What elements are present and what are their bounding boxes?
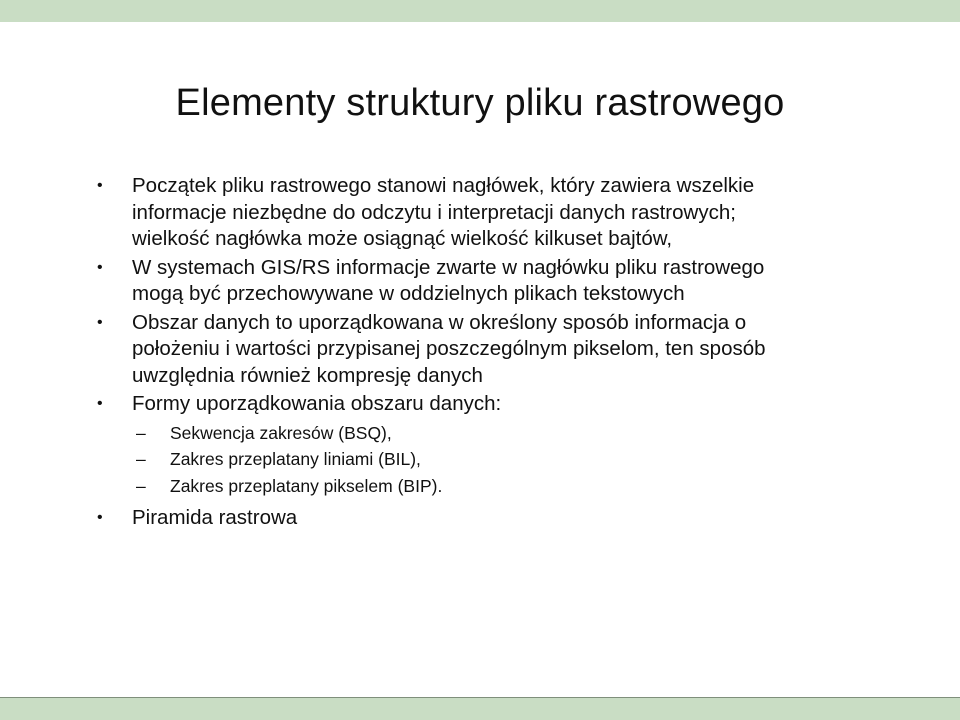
- bullet-dot-icon: •: [97, 313, 103, 331]
- bullet-line: informacje niezbędne do odczytu i interpretacji danych rastrowych;: [132, 200, 736, 224]
- top-band: [0, 0, 960, 22]
- bullet-line: wielkość nagłówka może osiągnąć wielkość kilkuset bajtów,: [132, 227, 673, 250]
- bullet-line: mogą być przechowywane w oddzielnych plikach tekstowych: [132, 282, 685, 305]
- sub-item-label: Zakres przeplatany liniami (BIL),: [170, 449, 421, 469]
- bullet-dot-icon: •: [97, 395, 103, 412]
- bullet-dot-icon: •: [97, 509, 103, 526]
- sub-item-bil: [94, 446, 854, 473]
- bullet-line: Formy uporządkowania obszaru danych:: [132, 392, 502, 415]
- bullet-line: uwzględnia również kompresję danych: [132, 363, 483, 387]
- slide-title: Elementy struktury pliku rastrowego: [175, 82, 785, 124]
- bullet-line: Piramida rastrowa: [132, 506, 298, 529]
- bullet-line: Obszar danych to uporządkowana w określony sposób informacja o: [132, 310, 747, 334]
- bullet-item-pyramid: [94, 505, 854, 532]
- sub-item-bsq: [94, 420, 854, 447]
- bullet-dot-icon: •: [97, 177, 103, 194]
- bottom-band: [0, 697, 960, 720]
- sub-item-bip: [94, 473, 854, 500]
- bullet-line: W systemach GIS/RS informacje zwarte w nagłówku pliku rastrowego: [132, 255, 765, 279]
- dash-icon: –: [136, 475, 146, 496]
- dash-icon: –: [136, 449, 146, 469]
- bullet-item-gis-rs: [94, 255, 854, 308]
- bullet-item-header: [94, 173, 854, 253]
- bullet-line: Początek pliku rastrowego stanowi nagłówek, który zawiera wszelkie: [132, 174, 755, 197]
- bullet-line: położeniu i wartości przypisanej poszczególnym pikselom, ten sposób: [132, 337, 766, 360]
- sub-item-label: Zakres przeplatany pikselem (BIP).: [170, 475, 443, 496]
- sub-item-label: Sekwencja zakresów (BSQ),: [170, 422, 392, 443]
- bullet-dot-icon: •: [97, 258, 103, 276]
- bullet-item-data-forms: [94, 391, 854, 418]
- sub-bullet-list: [94, 420, 854, 500]
- bullet-list: [94, 173, 854, 534]
- bullet-item-data-area: [94, 310, 854, 390]
- dash-icon: –: [136, 422, 146, 443]
